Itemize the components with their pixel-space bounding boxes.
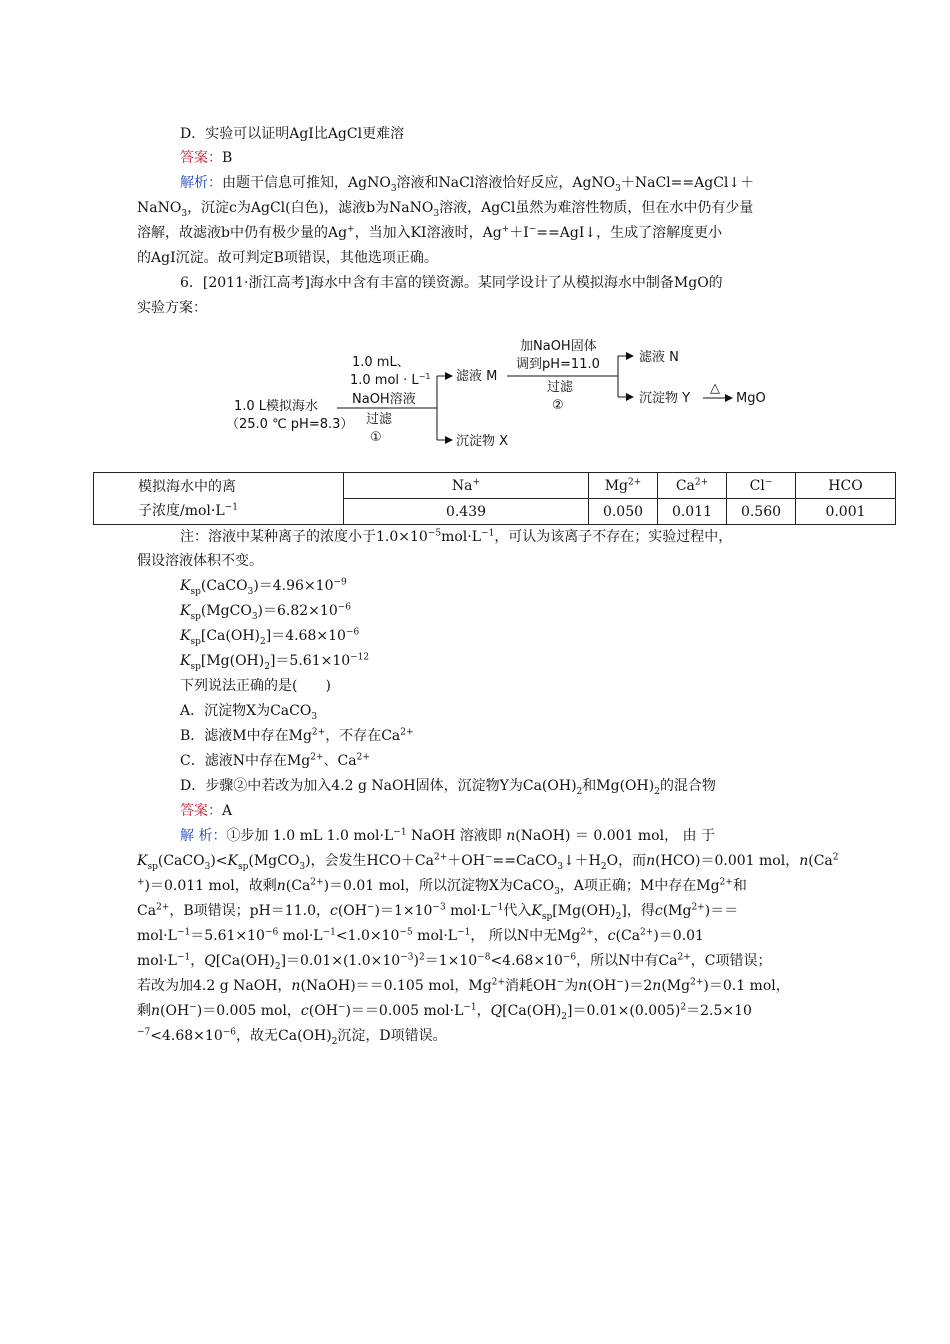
flow-reagent-1c: NaOH溶液 xyxy=(352,392,416,407)
ksp-mgoh2: $K_{sp}[Mg(OH)_2]=5.61\times 10^{-12}$ xyxy=(180,652,370,672)
answer-value: B xyxy=(222,150,233,166)
table-header-cl: Cl− xyxy=(727,473,796,499)
q5-option-d: D．实验可以证明AgI比AgCl更难溶 xyxy=(180,126,405,142)
table-header-ca: $Ca^{2+}$ xyxy=(658,473,727,499)
table-value-hco: 0.001 xyxy=(796,499,896,525)
q6-analysis-line-3: +)＝0.011 mol，故剩$n(Ca^{2+})=0.01$ mol，所以沉淀物X为CaCO$_3$，A项正确；M中存在$Mg^{2+}$和 xyxy=(137,877,747,897)
flow-step-1-filter: 过滤 xyxy=(366,412,393,427)
q5-analysis-line-4: 的AgI沉淀。故可判定B项错误，其他选项正确。 xyxy=(137,250,438,266)
flow-start-condition: （25.0 ℃ pH=8.3） xyxy=(226,417,354,432)
note-line-2: 假设溶液体积不变。 xyxy=(137,553,263,569)
q6-analysis-line-1: 解 析：①步加 1.0 mL 1.0 $mol\cdot L^{-1}$ NaOH 溶液即 n(NaOH) ＝ 0.001 mol， 由 于 xyxy=(180,827,715,844)
flow-filtrate-n: 滤液 N xyxy=(639,350,679,365)
flow-reagent-1b: 1.0 mol · $L^{-1}$ xyxy=(350,372,431,388)
flow-precipitate-y: 沉淀物 Y xyxy=(639,391,691,406)
q6-analysis-line-2: $K_{sp}(CaCO_3)<K_{sp}(MgCO_3)$，会发生$HCO+Ca^{2+}+OH^-==CaCO_3↓+H_2O$，而n(HCO)＝0.001 mol，n(Ca$^2$ xyxy=(137,852,839,872)
answer-label: 答案： xyxy=(180,150,222,166)
flow-step-2-filter: 过滤 xyxy=(547,380,574,395)
q6-question: 下列说法正确的是( ) xyxy=(180,678,331,694)
table-row-header: 模拟海水中的离 子浓度$/mol\cdot L^{-1}$ xyxy=(94,473,344,525)
analysis-label: 解析： xyxy=(180,175,222,191)
table-value-mg: 0.050 xyxy=(589,499,658,525)
process-flow-diagram xyxy=(0,328,950,458)
q6-option-c: C．滤液N中存在$Mg^{2+}$、$Ca^{2+}$ xyxy=(180,752,370,769)
q5-answer xyxy=(180,148,232,168)
flow-reagent-2b: 调到pH=11.0 xyxy=(516,357,600,372)
table-header-na: Na+ xyxy=(344,473,589,499)
q6-analysis-line-7: 若改为加4.2 g NaOH，n(NaOH)＝＝0.105 mol，$Mg^{2+}$消耗OH−为$n(OH^-)=2n(Mg^{2+})=0.1$ mol， xyxy=(137,977,790,994)
q6-option-b: B．滤液M中存在$Mg^{2+}$，不存在$Ca^{2+}$ xyxy=(180,727,414,744)
q6-stem-line-2: 实验方案： xyxy=(137,300,207,316)
ksp-mgco3: $K_{sp}(MgCO_3)=6.82\times 10^{-6}$ xyxy=(180,602,352,622)
flow-product-mgo: MgO xyxy=(736,391,766,406)
q6-analysis-line-9: $^{-7}<4.68\times 10^{-6}$，故无$Ca(OH)_2$沉淀，D项错误。 xyxy=(137,1027,447,1047)
flow-precipitate-x: 沉淀物 X xyxy=(456,434,509,449)
q6-stem-line-1: 6．[2011·浙江高考]海水中含有丰富的镁资源。某同学设计了从模拟海水中制备MgO的 xyxy=(180,275,723,291)
ksp-caoh2: $K_{sp}[Ca(OH)_2]=4.68\times 10^{-6}$ xyxy=(180,627,360,647)
table-value-ca: 0.011 xyxy=(658,499,727,525)
table-header-hco: HCO xyxy=(796,473,896,499)
flow-filtrate-m: 滤液 M xyxy=(456,369,498,384)
flow-step-2-number: ② xyxy=(552,398,564,413)
q5-analysis-line-1: 解析：由题干信息可推知，AgNO$_3$溶液和NaCl溶液恰好反应，AgNO$_3$＋NaCl==AgCl↓＋ xyxy=(180,175,755,194)
flow-reagent-2a: 加NaOH固体 xyxy=(520,339,597,354)
q6-analysis-line-5: $mol\cdot L^{-1}=5.61\times 10^{-6}$ $mol\cdot L^{-1}<1.0\times 10^{-5}$ $mol\cdot L^{-1}$， 所以N中无$Mg^{2+}$，$c(Ca^{2+})=0.01$ xyxy=(137,927,704,944)
q6-option-d: D．步骤②中若改为加入4.2 g NaOH固体，沉淀物Y为$Ca(OH)_2$和$Mg(OH)_2$的混合物 xyxy=(180,778,716,797)
ksp-caco3: $K_{sp}(CaCO_3)=4.96\times 10^{-9}$ xyxy=(180,577,347,597)
flow-step-1-number: ① xyxy=(370,430,382,445)
flow-start-label: 1.0 L模拟海水 xyxy=(234,399,319,414)
q5-analysis-line-2: NaNO$_3$，沉淀c为AgCl(白色)，滤液b为NaNO$_3$溶液，AgCl虽然为难溶性物质，但在水中仍有少量 xyxy=(137,200,754,219)
q6-analysis-line-8: 剩n(OH−)＝0.005 mol，c(OH−)＝＝0.005 $mol\cdot L^{-1}$，$Q[Ca(OH)_2]=0.01\times(0.005)^2=2.5\times 10$ xyxy=(137,1002,752,1022)
q6-answer: 答案：A xyxy=(180,803,233,819)
q6-option-a: A．沉淀物X为CaCO$_3$ xyxy=(180,703,318,722)
q5-analysis-line-3: 溶解，故滤液b中仍有极少量的Ag+，当加入KI溶液时，Ag+＋I−==AgI↓，生成了溶解度更小 xyxy=(137,224,723,241)
note-line-1: 注：溶液中某种离子的浓度小于$1.0\times 10^{-5}mol\cdot L^{-1}$，可认为该离子不存在；实验过程中， xyxy=(180,528,733,545)
q6-analysis-line-6: $mol\cdot L^{-1}$，$Q[Ca(OH)_2]=0.01\times(1.0\times 10^{-3})^2=1\times 10^{-8}<4.68\times 10^{-6}$，所以N中有$Ca^{2+}$，C项错误； xyxy=(137,952,772,972)
table-header-mg: $Mg^{2+}$ xyxy=(589,473,658,499)
table-value-cl: 0.560 xyxy=(727,499,796,525)
flow-reagent-1a: 1.0 mL、 xyxy=(352,355,410,370)
ion-concentration-table xyxy=(93,472,896,525)
q6-analysis-line-4: $Ca^{2+}$，B项错误；pH＝11.0，$c(OH^-)=1\times 10^{-3}$ $mol\cdot L^{-1}$代入$K_{sp}[Mg(OH)_2]$，得$c(Mg^{2+})==$ xyxy=(137,902,739,922)
table-value-na: 0.439 xyxy=(344,499,589,525)
flow-heat-symbol: △ xyxy=(710,381,720,396)
